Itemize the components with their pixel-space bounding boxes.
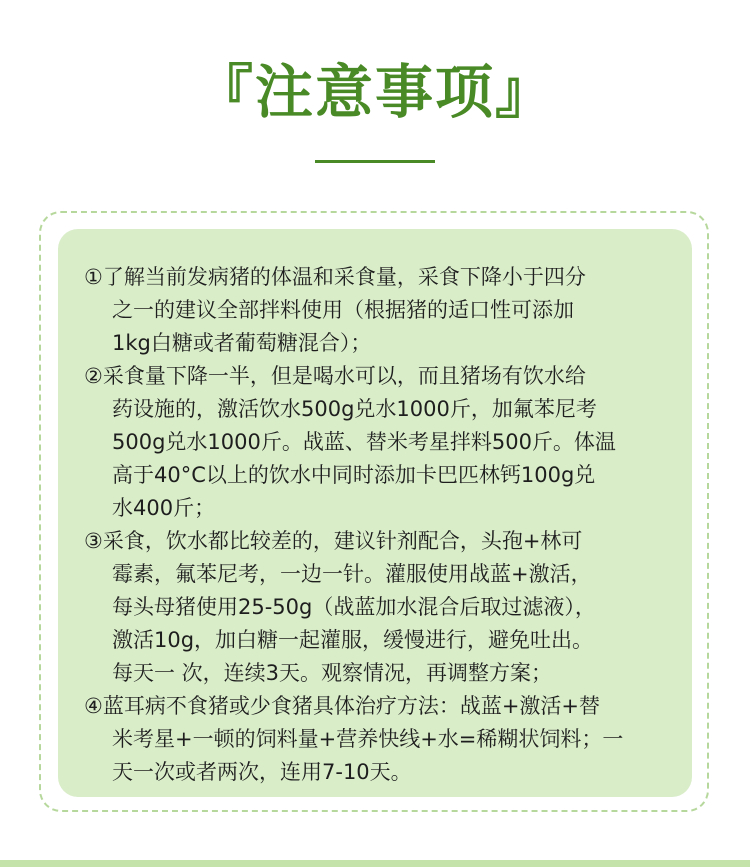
note-line: ③采食，饮水都比较差的，建议针剂配合，头孢+林可 [84, 529, 583, 553]
note-line: 米考星+一顿的饲料量+营养快线+水=稀糊状饲料；一 [112, 727, 624, 751]
note-line: 天一次或者两次，连用7-10天。 [112, 760, 412, 784]
note-line: 药设施的，激活饮水500g兑水1000斤，加氟苯尼考 [112, 397, 597, 421]
note-item-3 [84, 525, 674, 690]
note-item-2 [84, 360, 674, 525]
note-line: 1kg白糖或者葡萄糖混合）； [112, 331, 372, 355]
note-item-4 [84, 690, 674, 789]
title-divider [315, 160, 435, 163]
note-line: 每头母猪使用25-50g（战蓝加水混合后取过滤液）， [112, 595, 596, 619]
bottom-strip [0, 860, 750, 867]
note-line: 水400斤； [112, 496, 216, 520]
note-line: 高于40°C以上的饮水中同时添加卡巴匹林钙100g兑 [112, 463, 596, 487]
page-title: 『注意事项』 [194, 58, 555, 126]
note-line: ②采食量下降一半，但是喝水可以，而且猪场有饮水给 [84, 364, 586, 388]
note-line: 500g兑水1000斤。战蓝、替米考星拌料500斤。体温 [112, 430, 616, 454]
note-line: 每天一 次，连续3天。观察情况，再调整方案； [112, 661, 553, 685]
note-line: 激活10g，加白糖一起灌服，缓慢进行，避免吐出。 [112, 628, 594, 652]
notes-card [58, 229, 692, 797]
note-line: 霉素，氟苯尼考，一边一针。灌服使用战蓝+激活， [112, 562, 592, 586]
note-line: 之一的建议全部拌料使用（根据猪的适口性可添加 [112, 298, 574, 322]
note-line: ④蓝耳病不食猪或少食猪具体治疗方法：战蓝+激活+替 [84, 694, 601, 718]
note-line: ①了解当前发病猪的体温和采食量，采食下降小于四分 [84, 265, 586, 289]
note-item-1 [84, 261, 674, 360]
